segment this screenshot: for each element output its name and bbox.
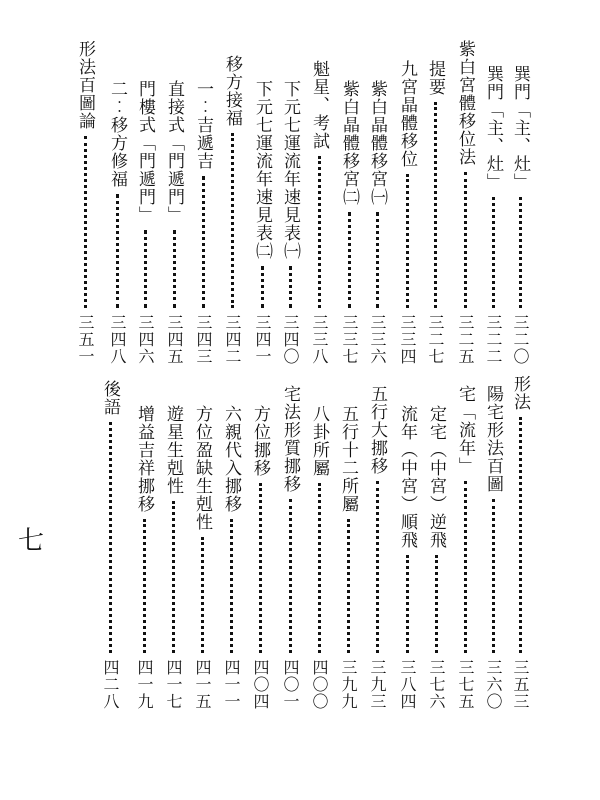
toc-entry-page: 四一一	[222, 659, 241, 710]
leader-dots	[259, 483, 262, 653]
toc-entry-title: 九宮晶體移位	[397, 60, 417, 168]
toc-entry-title: 魁星、考試	[309, 60, 329, 150]
leader-dots	[231, 133, 234, 308]
toc-entry	[72, 40, 98, 365]
toc-entry	[336, 80, 362, 365]
leader-dots	[464, 481, 467, 653]
toc-entry	[247, 405, 273, 710]
toc-entry-title: 形法百圖論	[75, 40, 95, 130]
toc-entry	[306, 405, 332, 710]
leader-dots	[84, 136, 87, 308]
toc-entry-title: 二︰移方修福	[107, 80, 127, 188]
toc-entry-page: 四〇四	[251, 659, 270, 710]
toc-entry-page: 三七六	[427, 659, 446, 710]
leader-dots	[116, 194, 119, 308]
page-number: 七	[18, 526, 45, 556]
leader-dots	[172, 501, 175, 653]
leader-dots	[289, 499, 292, 653]
toc-entry	[277, 80, 303, 365]
toc-entry-page: 三四五	[165, 314, 184, 365]
leader-dots	[144, 230, 147, 308]
toc-entry	[335, 405, 361, 710]
toc-entry-title: 後語	[100, 380, 120, 416]
leader-dots	[376, 212, 379, 308]
toc-entry-page: 三六〇	[484, 659, 503, 710]
toc-entry-title: 一︰吉遞吉	[193, 80, 213, 170]
leader-dots	[143, 519, 146, 653]
toc-entry	[104, 80, 130, 365]
toc-entry	[394, 405, 420, 710]
leader-dots	[519, 417, 522, 653]
toc-entry-page: 三九三	[368, 659, 387, 710]
toc-entry-title: 紫白宮體移位法	[455, 40, 475, 166]
toc-entry-page: 三四八	[108, 314, 127, 365]
toc-entry-title: 八卦所屬	[309, 405, 329, 477]
toc-entry	[452, 40, 478, 365]
toc-entry	[249, 80, 275, 365]
toc-entry-title: 形法	[510, 375, 530, 411]
toc-entry-title: 五行十二所屬	[338, 405, 358, 513]
toc-entry-page: 三三四	[398, 314, 417, 365]
toc-entry-page: 三三七	[340, 314, 359, 365]
toc-entry	[507, 65, 533, 365]
toc-entry	[131, 405, 157, 710]
toc-entry	[160, 405, 186, 710]
toc-entry	[132, 80, 158, 365]
toc-entry-page: 三八四	[398, 659, 417, 710]
leader-dots	[376, 481, 379, 653]
leader-dots	[435, 555, 438, 653]
toc-entry-title: 巽門「主、灶」	[510, 65, 530, 191]
leader-dots	[318, 156, 321, 308]
toc-entry-title: 宅法形質挪移	[280, 385, 300, 493]
toc-entry	[161, 80, 187, 365]
toc-entry-page: 三五一	[76, 314, 95, 365]
toc-entry-title: 紫白晶體移宮㈠	[367, 80, 387, 206]
toc-entry-page: 三四二	[223, 314, 242, 365]
leader-dots	[261, 266, 264, 308]
leader-dots	[519, 197, 522, 308]
leader-dots	[289, 266, 292, 308]
toc-entry-title: 直接式「門遞門」	[164, 80, 184, 224]
toc-entry-page: 三三六	[368, 314, 387, 365]
toc-entry-title: 流年（中宮）順飛	[397, 405, 417, 549]
toc-entry-title: 增益吉祥挪移	[134, 405, 154, 513]
leader-dots	[492, 499, 495, 653]
leader-dots	[347, 519, 350, 653]
leader-dots	[230, 519, 233, 653]
toc-entry	[277, 385, 303, 710]
leader-dots	[201, 537, 204, 653]
toc-entry-page: 四一九	[135, 659, 154, 710]
toc-entry-title: 遊星生剋性	[163, 405, 183, 495]
toc-entry-title: 紫白晶體移宮㈡	[339, 80, 359, 206]
toc-entry	[97, 380, 123, 710]
toc-entry	[364, 385, 390, 710]
toc-entry-title: 方位盈缺生剋性	[192, 405, 212, 531]
toc-entry-title: 方位挪移	[250, 405, 270, 477]
leader-dots	[318, 483, 321, 653]
toc-entry-page: 三二二	[484, 314, 503, 365]
leader-dots	[492, 197, 495, 308]
toc-entry-title: 提要	[425, 60, 445, 96]
leader-dots	[406, 174, 409, 308]
toc-entry-page: 三七五	[456, 659, 475, 710]
toc-entry	[480, 65, 506, 365]
leader-dots	[109, 422, 112, 653]
toc-entry-title: 陽宅形法百圖	[483, 385, 503, 493]
toc-entry-page: 三五三	[511, 659, 530, 710]
toc-entry-title: 定宅（中宮）逆飛	[426, 405, 446, 549]
toc-entry	[422, 60, 448, 365]
toc-entry-page: 三四〇	[281, 314, 300, 365]
toc-entry-page: 四〇〇	[310, 659, 329, 710]
toc-entry-title: 巽門「主、灶」	[483, 65, 503, 191]
toc-entry	[218, 405, 244, 710]
toc-entry	[507, 375, 533, 710]
toc-entry	[364, 80, 390, 365]
toc-entry-page: 四一五	[193, 659, 212, 710]
leader-dots	[348, 212, 351, 308]
toc-entry	[306, 60, 332, 365]
toc-entry-page: 三九九	[339, 659, 358, 710]
toc-entry	[219, 55, 245, 365]
toc-entry	[190, 80, 216, 365]
leader-dots	[434, 102, 437, 308]
toc-entry-page: 三二〇	[511, 314, 530, 365]
leader-dots	[464, 172, 467, 308]
toc-entry-title: 五行大挪移	[367, 385, 387, 475]
toc-entry-page: 三四一	[253, 314, 272, 365]
toc-entry	[480, 385, 506, 710]
toc-entry-title: 下元七運流年速見表㈡	[252, 80, 272, 260]
toc-entry-page: 三二七	[426, 314, 445, 365]
toc-entry	[423, 405, 449, 710]
toc-entry-page: 四一七	[164, 659, 183, 710]
toc-entry-page: 三二五	[456, 314, 475, 365]
toc-entry-page: 三四六	[136, 314, 155, 365]
toc-entry-page: 四二八	[101, 659, 120, 710]
toc-entry-title: 六親代入挪移	[221, 405, 241, 513]
toc-entry-title: 宅「流年」	[455, 385, 475, 475]
toc-entry	[189, 405, 215, 710]
toc-entry	[394, 60, 420, 365]
toc-entry-title: 下元七運流年速見表㈠	[280, 80, 300, 260]
leader-dots	[202, 176, 205, 308]
leader-dots	[173, 230, 176, 308]
toc-entry-page: 四〇一	[281, 659, 300, 710]
leader-dots	[406, 555, 409, 653]
toc-entry-page: 三三八	[310, 314, 329, 365]
toc-entry-title: 移方接福	[222, 55, 242, 127]
toc-entry	[452, 385, 478, 710]
toc-entry-page: 三四三	[194, 314, 213, 365]
toc-entry-title: 門樓式「門遞門」	[135, 80, 155, 224]
